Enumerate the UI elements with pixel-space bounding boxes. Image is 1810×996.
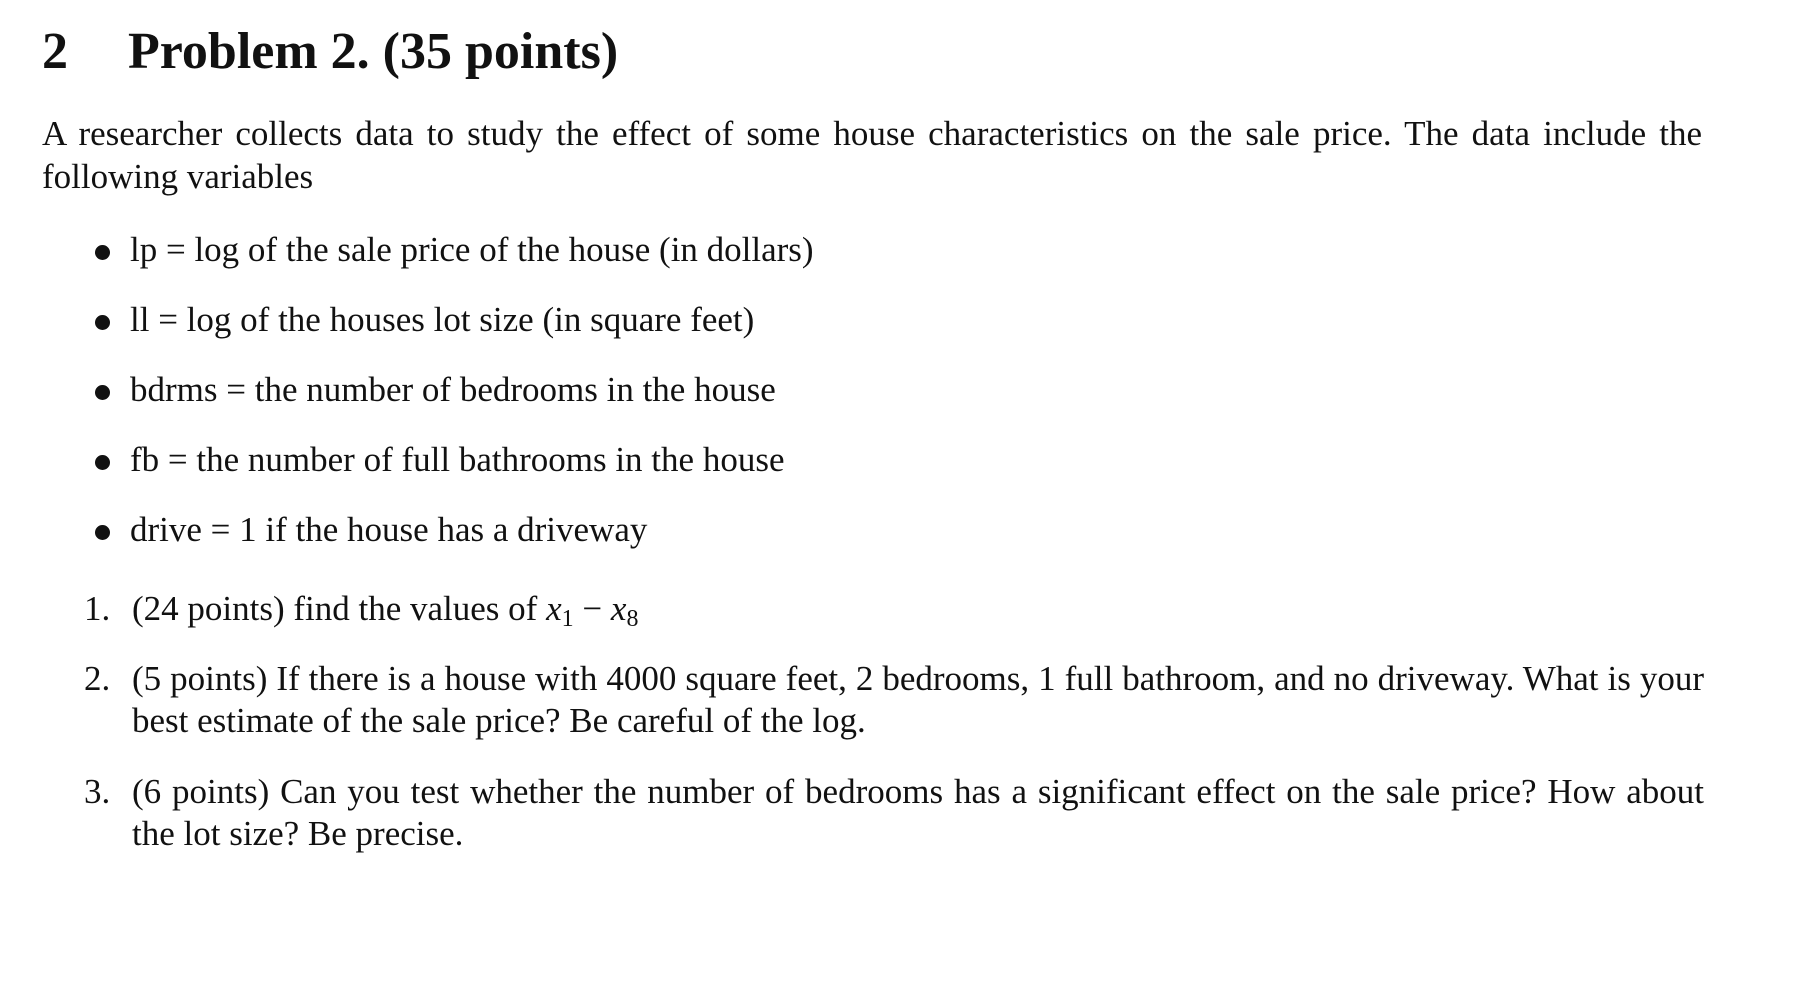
bullet-icon bbox=[95, 525, 110, 540]
section-number: 2 bbox=[42, 23, 68, 80]
variable-item bbox=[90, 368, 814, 438]
variable-text: fb = the number of full bathrooms in the house bbox=[130, 440, 785, 479]
bullet-icon bbox=[95, 245, 110, 260]
section-title: Problem 2. (35 points) bbox=[128, 23, 619, 80]
bullet-icon bbox=[95, 385, 110, 400]
variable-text: ll = log of the houses lot size (in square feet) bbox=[130, 300, 755, 339]
bullet-icon bbox=[95, 315, 110, 330]
variable-list bbox=[90, 228, 814, 578]
question-text: (5 points) If there is a house with 4000 square feet, 2 bedrooms, 1 full bathroom, and no driveway. What is your best estimate of the sale price? Be careful of the log. bbox=[132, 659, 1704, 740]
variable-text: lp = log of the sale price of the house (in dollars) bbox=[130, 230, 814, 269]
math-variable: $x_1$ bbox=[546, 589, 574, 632]
bullet-icon bbox=[95, 455, 110, 470]
question-text: (6 points) Can you test whether the number of bedrooms has a significant effect on the sale price? How about the lot size? Be precise. bbox=[132, 772, 1704, 853]
variable-item bbox=[90, 228, 814, 298]
question-number: 2. bbox=[84, 659, 111, 698]
question-item bbox=[84, 771, 1704, 861]
variable-item bbox=[90, 508, 814, 578]
question-item bbox=[84, 588, 1704, 658]
question-item bbox=[84, 658, 1704, 771]
question-number: 3. bbox=[84, 772, 111, 811]
intro-paragraph: A researcher collects data to study the effect of some house characteristics on the sale price. The data include the following variables bbox=[42, 114, 1702, 196]
math-variable: $x_8$ bbox=[610, 589, 639, 632]
question-list bbox=[84, 588, 1704, 861]
variable-text: bdrms = the number of bedrooms in the house bbox=[130, 370, 776, 409]
section-heading bbox=[42, 22, 618, 82]
variable-item bbox=[90, 438, 814, 508]
question-number: 1. bbox=[84, 589, 111, 628]
question-text: (24 points) find the values of $x_1 - x_8$ bbox=[132, 589, 639, 632]
variable-text: drive = 1 if the house has a driveway bbox=[130, 510, 648, 549]
variable-item bbox=[90, 298, 814, 368]
